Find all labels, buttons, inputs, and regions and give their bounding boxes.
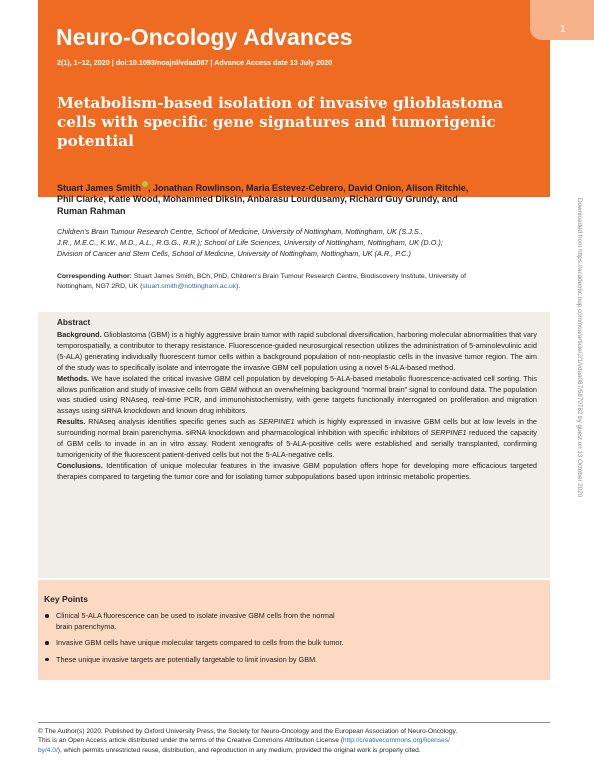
affiliation-line: Division of Cancer and Stem Cells, School of Medicine, University of Nottingham, Nottingham, UK (A.R., P.C.) (57, 249, 411, 258)
author-line: Phil Clarke, Katie Wood, Mohammed Diksin, Anbarasu Lourdusamy, Richard Guy Grundy, and (57, 194, 458, 205)
corresponding-author (57, 272, 547, 292)
author-name[interactable]: Stuart James Smith (57, 183, 142, 193)
conclusions-label: Conclusions. (57, 460, 103, 470)
abstract-heading: Abstract (57, 318, 91, 327)
key-point-text: Invasive GBM cells have unique molecular targets compared to cells from the bulk tumor. (56, 638, 344, 648)
affiliations (57, 226, 547, 259)
journal-title: Neuro-Oncology Advances (56, 24, 353, 50)
license-text: This is an Open Access article distributed under the terms of the Creative Commons Attribution License ( (38, 737, 343, 745)
affiliation-line: Children's Brain Tumour Research Centre, School of Medicine, University of Nottingham, Nottingham, UK (S.J.S., (57, 227, 423, 236)
author-line (57, 181, 547, 194)
article-title: Metabolism-based isolation of invasive glioblastoma cells with specific gene signatures and tumorigenic potential (57, 94, 504, 150)
background-label: Background. (57, 330, 102, 339)
results-text: RNAseq analysis identifies specific genes such as (85, 417, 259, 427)
author-line: Ruman Rahman (57, 205, 126, 216)
license-footer (38, 727, 553, 755)
license-link[interactable]: http://creativecommons.org/licenses/ (342, 737, 450, 745)
methods-text: We have isolated the critical invasive GBM cell population by developing 5-ALA-based metabolic fluorescence-activated cell sorting. This allows purification and study of invasive cells from GBM without an overwhelming background “normal brain” signal to confound data. The population was studied using RNAseq, real-time PCR, and immunohistochemistry, with gene targets functionally interrogated on proliferation and migration assays using siRNA knockdown and known drug inhibitors. (57, 373, 537, 416)
download-watermark (574, 198, 584, 588)
email-link[interactable]: stuart.smith@nottingham.ac.uk (142, 283, 237, 290)
methods-label: Methods. (57, 373, 90, 383)
journal-meta: 2(1), 1–12, 2020 | doi:10.1093/noajnl/vdaa087 | Advance Access date 13 July 2020 (57, 58, 333, 67)
key-point-item (44, 655, 444, 666)
key-points-heading: Key Points (44, 594, 88, 604)
key-point-item (44, 611, 444, 633)
results-text: reduced the capacity of GBM cells to invade in an in vitro assay. Rodent xenografts of 5-ALA-positive cells were established and serially transplanted, confirming tumorigenicity of the fluorescent patient-derived cells but not the 5-ALA-negative cells. (57, 428, 537, 459)
results-label: Results. (57, 417, 86, 427)
license-link[interactable]: by/4.0/ (38, 746, 58, 754)
corresponding-text: Nottingham, NG7 2RD, UK ( (57, 283, 143, 290)
corresponding-text: ). (236, 283, 241, 290)
license-text: ), which permits unrestricted reuse, distribution, and reproduction in any medium, provided the original work is properly cited. (57, 746, 421, 754)
key-point-text: These unique invasive targets are potentially targetable to limit invasion by GBM. (56, 654, 318, 664)
key-point-item (44, 638, 444, 649)
key-point-text: Clinical 5-ALA fluorescence can be used to isolate invasive GBM cells from the normal (56, 611, 335, 620)
abstract-background (57, 330, 537, 374)
abstract-methods (57, 374, 537, 418)
author-names: , Jonathan Rowlinson, Maria Estevez-Cebrero, David Onion, Alison Ritchie, (148, 183, 469, 193)
results-text: which is highly expressed in invasive GBM cells but at low levels in the surrounding normal brain parenchyma. siRNA knockdown and pharmacological inhibition with specific inhibitors of (57, 417, 537, 438)
background-text: Glioblastoma (GBM) is a highly aggressive brain tumor with rapid subclonal diversification, harboring molecular abnormalities that vary temporospatially, a contributor to therapy resistance. Fluorescence-guided neurosurgical resection utilizes the administration of 5-aminolevulinic acid (5-ALA) generating individually fluorescent tumor cells within a background population of non-neoplastic cells in the invasive tumor region. The aim of the study was to specifically isolate and interrogate the invasive GBM cell population using a novel 5-ALA-based method. (57, 330, 537, 372)
conclusions-text: Identification of unique molecular features in the invasive GBM population offers hope for developing more efficacious targeted therapies compared to targeting the tumor core and for isolating tumor subpopulations based upon intrinsic metabolic properties. (57, 460, 537, 481)
key-point-text: brain parenchyma. (56, 621, 117, 631)
download-watermark-text: Downloaded from https://academic.oup.com/noa/article/2/1/vdaa087/5870782 by guest on 13 October 2020 (576, 198, 583, 498)
gene-name: SERPINE1 (430, 428, 467, 438)
footer-divider (38, 722, 550, 723)
author-list (57, 181, 547, 217)
abstract-conclusions (57, 461, 537, 483)
corresponding-text: Stuart James Smith, BCh, PhD, Children's Brain Tumour Research Centre, Biodiscovery Institute, University of (131, 273, 466, 280)
affiliation-line: J.R., M.E.C., K.W., M.D., A.L., R.G.G., R.R.); School of Life Sciences, University of Nottingham, Nottingham, UK (D.O.); (57, 238, 443, 247)
copyright-line: © The Author(s) 2020. Published by Oxford University Press, the Society for Neuro-Oncology and the European Association of Neuro-Oncology. (38, 728, 458, 735)
corresponding-label: Corresponding Author: (57, 273, 132, 280)
gene-name: SERPINE1 (258, 417, 295, 427)
abstract-body (57, 330, 537, 483)
page-number: 1 (560, 24, 566, 35)
key-points-list (44, 611, 444, 671)
abstract-results (57, 417, 537, 461)
